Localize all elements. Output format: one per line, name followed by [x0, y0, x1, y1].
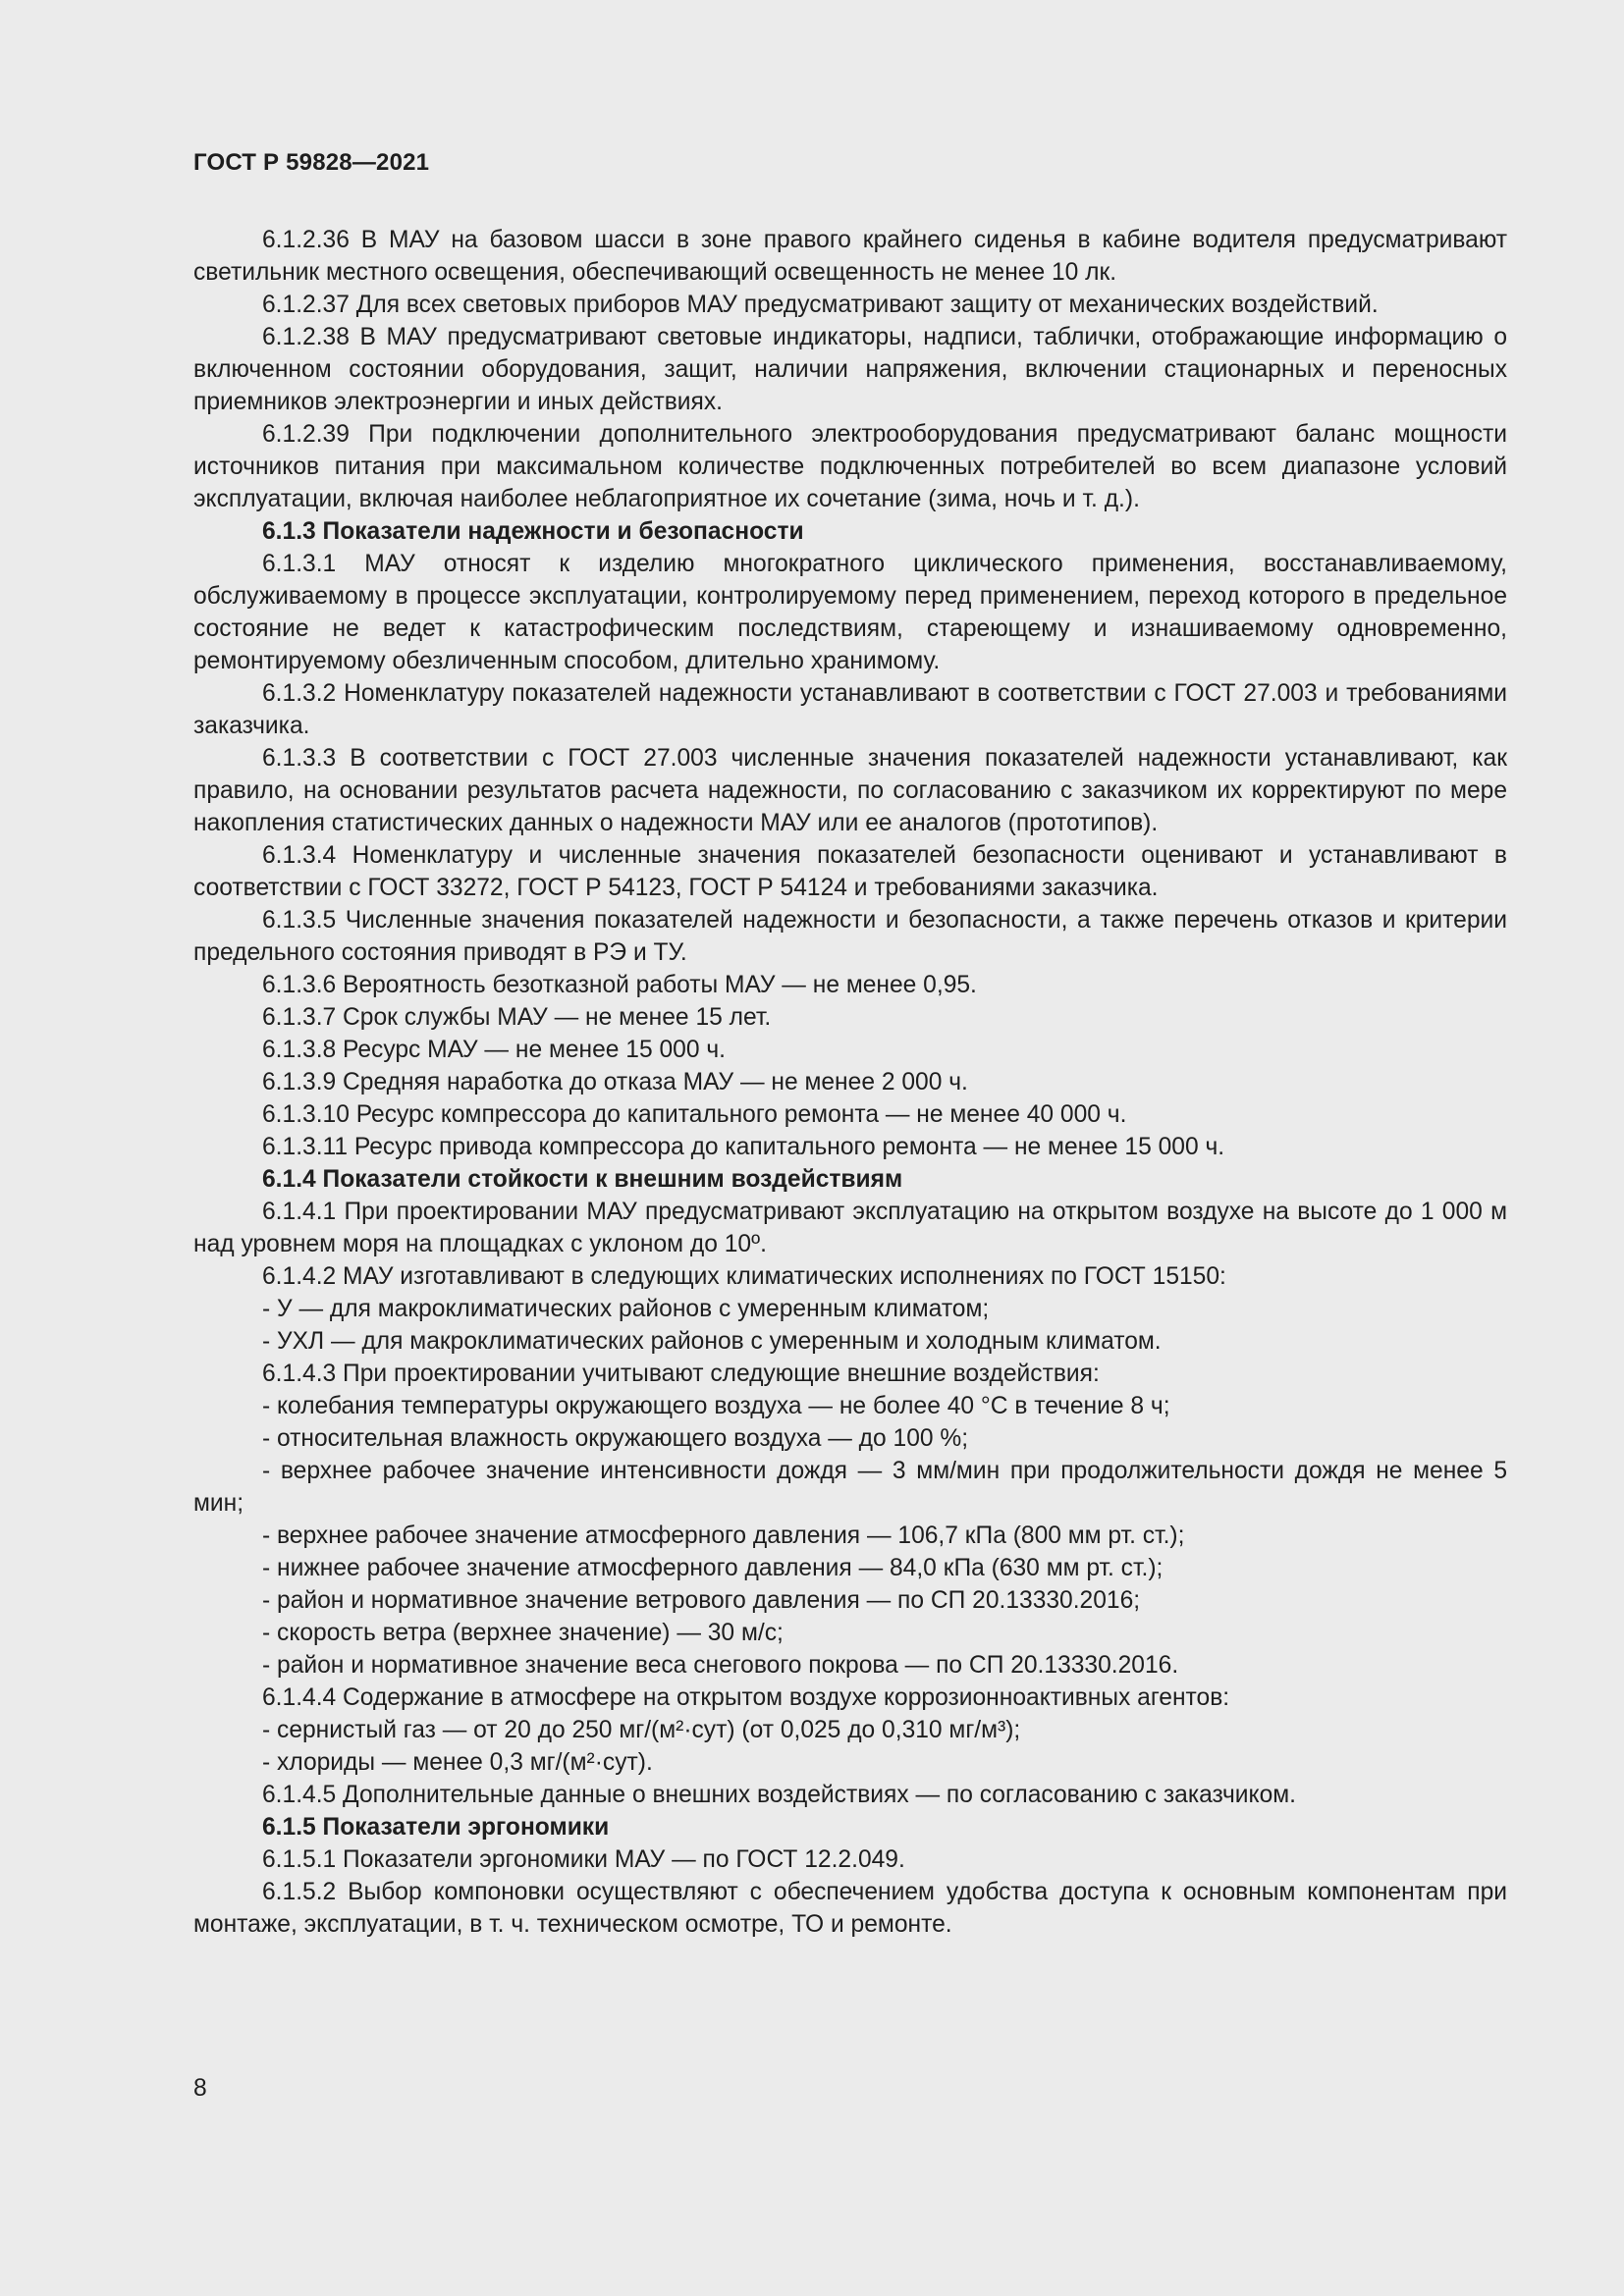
paragraph: 6.1.3.8 Ресурс МАУ — не менее 15 000 ч.	[262, 1037, 727, 1063]
document-header: ГОСТ Р 59828—2021	[193, 149, 430, 176]
paragraph: 6.1.4.1 При проектировании МАУ предусматривают эксплуатацию на открытом воздухе на высоте до 1 000 м над уровнем моря на площадках с уклоном до 10º.	[193, 1199, 1507, 1257]
paragraph: 6.1.3.6 Вероятность безотказной работы МАУ — не менее 0,95.	[262, 972, 977, 998]
paragraph: 6.1.2.38 В МАУ предусматривают световые индикаторы, надписи, таблички, отображающие информацию о включенном состоянии оборудования, защит, наличии напряжения, включении стационарных и переносных приемников электроэнергии и иных действиях.	[193, 324, 1507, 415]
paragraph: 6.1.3.3 В соответствии с ГОСТ 27.003 численные значения показателей надежности устанавливают, как правило, на основании результатов расчета надежности, по согласованию с заказчиком их корректируют по мере накопления статистических данных о надежности МАУ или ее аналогов (прототипов).	[193, 745, 1507, 836]
paragraph: 6.1.4.4 Содержание в атмосфере на открытом воздухе коррозионноактивных агентов:	[262, 1684, 1230, 1711]
paragraph: 6.1.3.7 Срок службы МАУ — не менее 15 лет.	[262, 1004, 772, 1031]
paragraph: 6.1.2.37 Для всех световых приборов МАУ предусматривают защиту от механических воздействий.	[262, 292, 1379, 318]
list-item: - относительная влажность окружающего воздуха — до 100 %;	[262, 1425, 969, 1452]
paragraph: 6.1.3.9 Средняя наработка до отказа МАУ — не менее 2 000 ч.	[262, 1069, 968, 1095]
page-number: 8	[193, 2075, 207, 2102]
list-item: - район и нормативное значение ветрового давления — по СП 20.13330.2016;	[262, 1587, 1141, 1614]
list-item: - нижнее рабочее значение атмосферного давления — 84,0 кПа (630 мм рт. ст.);	[262, 1555, 1164, 1581]
list-item: - хлориды — менее 0,3 мг/(м²·сут).	[262, 1749, 653, 1776]
paragraph: 6.1.4.5 Дополнительные данные о внешних воздействиях — по согласованию с заказчиком.	[262, 1782, 1296, 1808]
list-item: - колебания температуры окружающего воздуха — не более 40 °С в течение 8 ч;	[262, 1393, 1170, 1419]
section-heading: 6.1.3 Показатели надежности и безопасности	[262, 518, 804, 545]
paragraph: 6.1.4.2 МАУ изготавливают в следующих климатических исполнениях по ГОСТ 15150:	[262, 1263, 1226, 1290]
section-heading: 6.1.5 Показатели эргономики	[262, 1814, 610, 1841]
section-heading: 6.1.4 Показатели стойкости к внешним воздействиям	[262, 1166, 903, 1193]
paragraph: 6.1.4.3 При проектировании учитывают следующие внешние воздействия:	[262, 1361, 1100, 1387]
paragraph: 6.1.3.10 Ресурс компрессора до капитального ремонта — не менее 40 000 ч.	[262, 1101, 1127, 1128]
paragraph: 6.1.2.39 При подключении дополнительного электрооборудования предусматривают баланс мощности источников питания при максимальном количестве подключенных потребителей во всем диапазоне условий эксплуатации, включая наиболее неблагоприятное их сочетание (зима, ночь и т. д.).	[193, 421, 1507, 512]
list-item: - сернистый газ — от 20 до 250 мг/(м²·сут) (от 0,025 до 0,310 мг/м³);	[262, 1717, 1021, 1743]
paragraph: 6.1.3.11 Ресурс привода компрессора до капитального ремонта — не менее 15 000 ч.	[262, 1134, 1225, 1160]
paragraph: 6.1.3.2 Номенклатуру показателей надежности устанавливают в соответствии с ГОСТ 27.003 и требованиями заказчика.	[193, 680, 1507, 739]
document-body	[193, 224, 1507, 1941]
list-item: - скорость ветра (верхнее значение) — 30 м/с;	[262, 1620, 784, 1646]
paragraph: 6.1.3.4 Номенклатуру и численные значения показателей безопасности оценивают и устанавливают в соответствии с ГОСТ 33272, ГОСТ Р 54123, ГОСТ Р 54124 и требованиями заказчика.	[193, 842, 1507, 901]
paragraph: 6.1.5.1 Показатели эргономики МАУ — по ГОСТ 12.2.049.	[262, 1846, 905, 1873]
paragraph: 6.1.5.2 Выбор компоновки осуществляют с обеспечением удобства доступа к основным компонентам при монтаже, эксплуатации, в т. ч. техническом осмотре, ТО и ремонте.	[193, 1879, 1507, 1938]
list-item: - верхнее рабочее значение атмосферного давления — 106,7 кПа (800 мм рт. ст.);	[262, 1522, 1185, 1549]
paragraph: 6.1.3.5 Численные значения показателей надежности и безопасности, а также перечень отказов и критерии предельного состояния приводят в РЭ и ТУ.	[193, 907, 1507, 966]
list-item: - УХЛ — для макроклиматических районов с умеренным и холодным климатом.	[262, 1328, 1162, 1355]
list-item: - район и нормативное значение веса снегового покрова — по СП 20.13330.2016.	[262, 1652, 1179, 1679]
paragraph: 6.1.2.36 В МАУ на базовом шасси в зоне правого крайнего сиденья в кабине водителя предусматривают светильник местного освещения, обеспечивающий освещенность не менее 10 лк.	[193, 227, 1507, 286]
list-item: - верхнее рабочее значение интенсивности дождя — 3 мм/мин при продолжительности дождя не менее 5 мин;	[193, 1458, 1507, 1517]
paragraph: 6.1.3.1 МАУ относят к изделию многократного циклического применения, восстанавливаемому, обслуживаемому в процессе эксплуатации, контролируемому перед применением, переход которого в предельное состояние не ведет к катастрофическим последствиям, стареющему и изнашиваемому одновременно, ремонтируемому обезличенным способом, длительно хранимому.	[193, 551, 1507, 674]
list-item: - У — для макроклиматических районов с умеренным климатом;	[262, 1296, 990, 1322]
